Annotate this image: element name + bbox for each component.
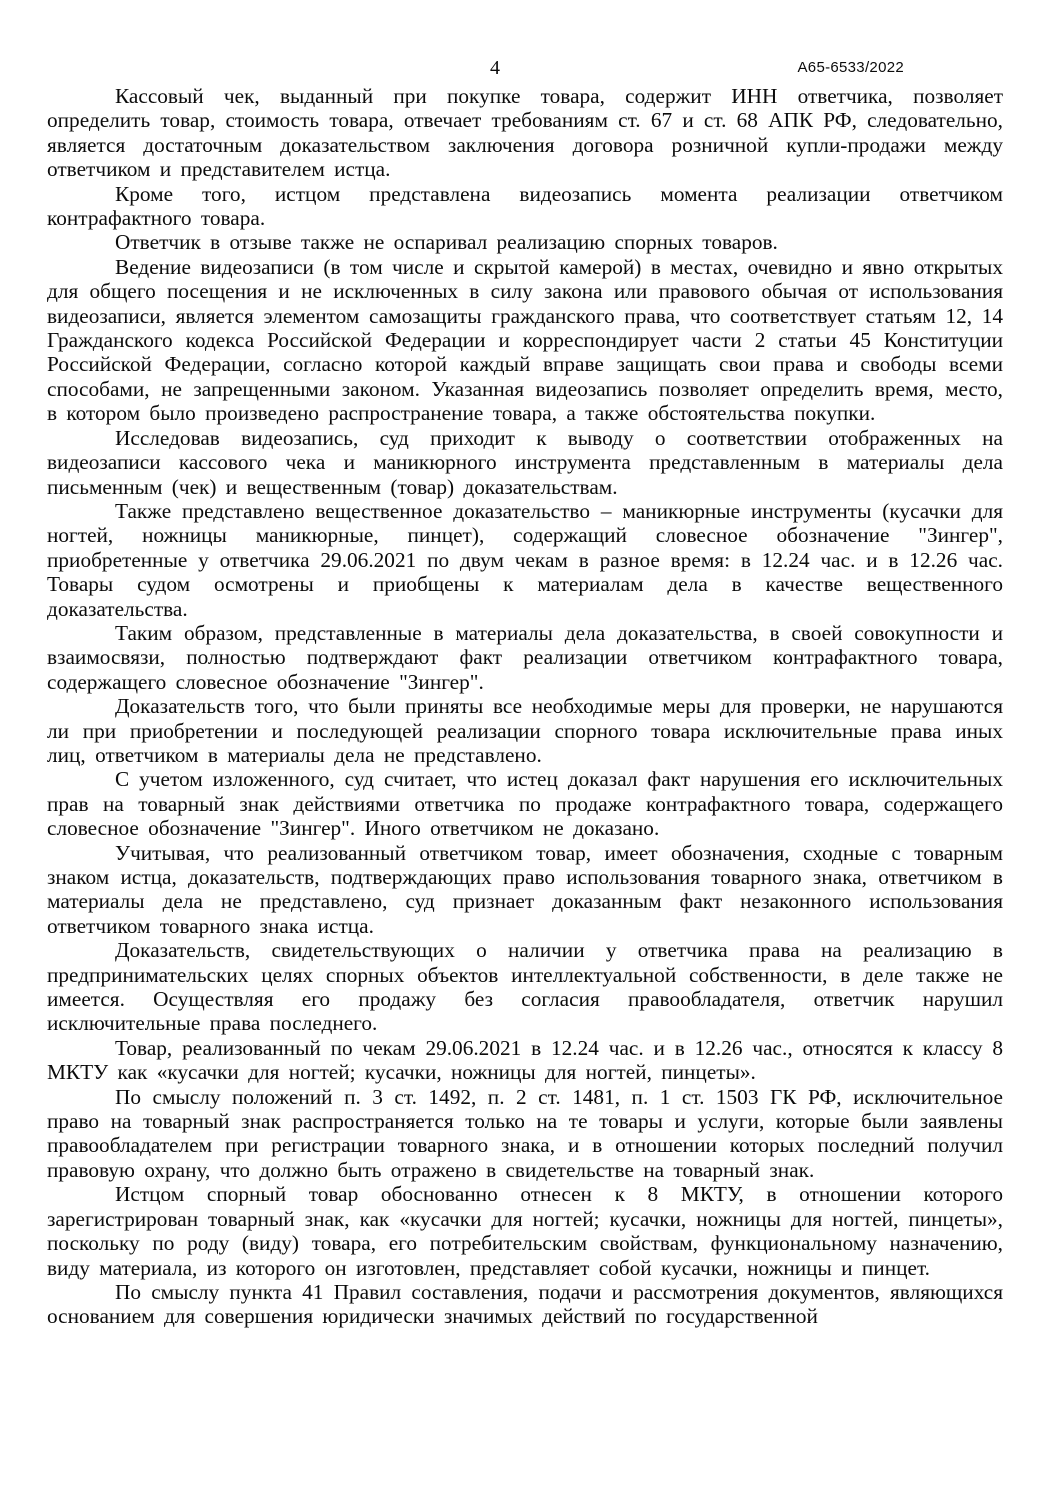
paragraph: Ответчик в отзыве также не оспаривал реализацию спорных товаров. — [115, 230, 778, 255]
paragraph: По смыслу пункта 41 Правил составления, подачи и рассмотрения документов, являющихся основанием для совершения юридически значимых действий по государственной — [47, 1279, 1003, 1329]
paragraph: По смыслу положений п. 3 ст. 1492, п. 2 ст. 1481, п. 1 ст. 1503 ГК РФ, исключительное право на товарный знак распространяется только на те товары и услуги, которые были заявлены правообладателем при регистрации товарного знака, и в отношении которых последний получил правовую охрану, что должно быть отражено в свидетельстве на товарный знак. — [47, 1084, 1003, 1182]
paragraph: Также представлено вещественное доказательство – маникюрные инструменты (кусачки для ногтей, ножницы маникюрные, пинцет), содержащий словесное обозначение "Зингер", приобретенные у ответчика 29.06.2021 по двум чекам в разное время: в 12.24 час. и в 12.26 час. Товары судом осмотрены и приобщены к материалам дела в качестве вещественного доказательства. — [47, 498, 1003, 621]
paragraph: Доказательств, свидетельствующих о наличии у ответчика права на реализацию в предпринимательских целях спорных объектов интеллектуальной собственности, в деле также не имеется. Осуществляя его продажу без согласия правообладателя, ответчик нарушил исключительные права последнего. — [47, 938, 1003, 1036]
paragraph: Кроме того, истцом представлена видеозапись момента реализации ответчиком контрафактного товара. — [47, 181, 1003, 231]
paragraph: Исследовав видеозапись, суд приходит к выводу о соответствии отображенных на видеозаписи кассового чека и маникюрного инструмента представленным в материалы дела письменным (чек) и вещественным (товар) доказательствам. — [47, 425, 1003, 499]
paragraph: Кассовый чек, выданный при покупке товара, содержит ИНН ответчика, позволяет определить товар, стоимость товара, отвечает требованиям ст. 67 и ст. 68 АПК РФ, следовательно, является достаточным доказательством заключения договора розничной купли-продажи между ответчиком и представителем истца. — [47, 84, 1003, 182]
paragraph: Доказательств того, что были приняты все необходимые меры для проверки, не нарушаются ли при приобретении и последующей реализации спорного товара исключительные права иных лиц, ответчиком в материалы дела не представлено. — [47, 694, 1003, 767]
paragraph: Товар, реализованный по чекам 29.06.2021 в 12.24 час. и в 12.26 час., относятся к классу 8 МКТУ как «кусачки для ногтей; кусачки, ножницы для ногтей, пинцеты». — [47, 1035, 1003, 1085]
paragraph: С учетом изложенного, суд считает, что истец доказал факт нарушения его исключительных прав на товарный знак действиями ответчика по продаже контрафактного товара, содержащего словесное обозначение "Зингер". Иного ответчиком не доказано. — [47, 767, 1003, 841]
paragraph: Учитывая, что реализованный ответчиком товар, имеет обозначения, сходные с товарным знаком истца, доказательств, подтверждающих право использования товарного знака, ответчиком в материалы дела не представлено, суд признает доказанным факт незаконного использования ответчиком товарного знака истца. — [47, 840, 1003, 938]
case-number: А65-6533/2022 — [797, 59, 904, 76]
paragraph: Таким образом, представленные в материалы дела доказательства, в своей совокупности и взаимосвязи, полностью подтверждают факт реализации ответчиком контрафактного товара, содержащего словесное обозначение "Зингер". — [47, 620, 1003, 694]
page-number: 4 — [490, 57, 500, 79]
paragraph: Истцом спорный товар обоснованно отнесен к 8 МКТУ, в отношении которого зарегистрирован товарный знак, как «кусачки для ногтей; кусачки, ножницы для ногтей, пинцеты», поскольку по роду (виду) товара, его потребительским свойствам, функциональному назначению, виду материала, из которого он изготовлен, представляет собой кусачки, ножницы и пинцет. — [47, 1182, 1003, 1280]
paragraph: Ведение видеозаписи (в том числе и скрытой камерой) в местах, очевидно и явно открытых для общего посещения и не исключенных в силу закона или правового обычая от использования видеозаписи, является элементом самозащиты гражданского права, что соответствует статьям 12, 14 Гражданского кодекса Российской Федерации и корреспондирует части 2 статьи 45 Конституции Российской Федерации, согласно которой каждый вправе защищать свои права и свободы всеми способами, не запрещенными законом. Указанная видеозапись позволяет определить время, место, в котором было произведено распространение товара, а также обстоятельства покупки. — [47, 254, 1003, 426]
document-body — [47, 84, 1003, 1329]
